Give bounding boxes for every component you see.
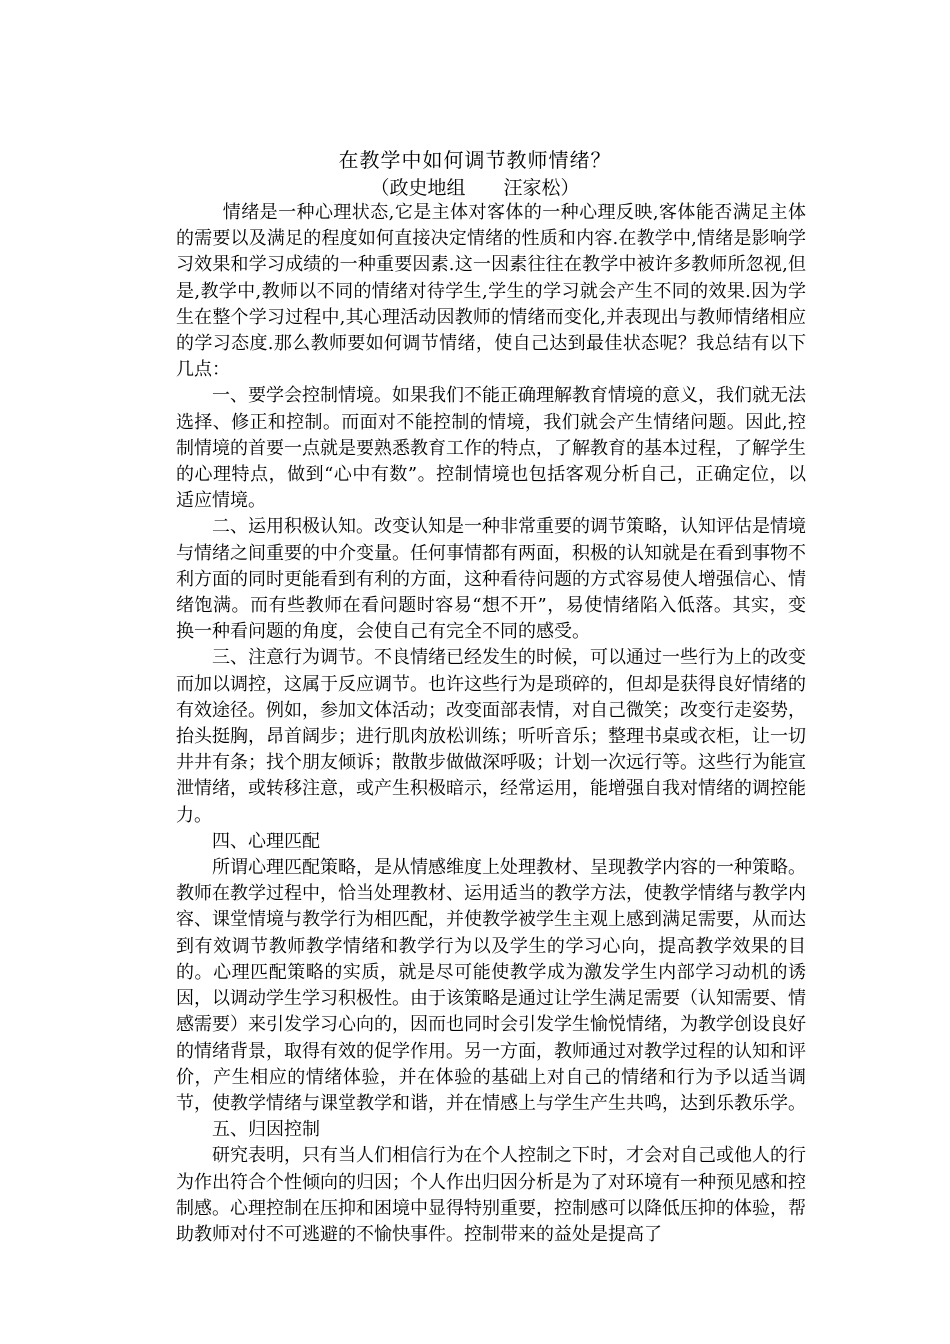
section-5-paragraph: 研究表明，只有当人们相信行为在个人控制之下时，才会对自己或他人的行为作出符合个性倾向的归因；个人作出归因分析是为了对环境有一种预见感和控制感。心理控制在压抑和困境中显得特别重要，控制感可以降低压抑的体验，帮助教师对付不可逃避的不愉快事件。控制带来的益处是提高了 bbox=[176, 1145, 806, 1245]
section-2-paragraph: 二、运用积极认知。改变认知是一种非常重要的调节策略，认知评估是情境与情绪之间重要的中介变量。任何事情都有两面，积极的认知就是在看到事物不利方面的同时更能看到有利的方面，这种看待问题的方式容易使人增强信心、情绪饱满。而有些教师在看问题时容易“想不开”，易使情绪陷入低落。其实，变换一种看问题的角度，会使自己有完全不同的感受。 bbox=[176, 516, 806, 643]
document-body bbox=[176, 200, 806, 1248]
section-4-heading: 四、心理匹配 bbox=[212, 830, 320, 852]
section-3-paragraph: 三、注意行为调节。不良情绪已经发生的时候，可以通过一些行为上的改变而加以调控，这属于反应调节。也许这些行为是琐碎的，但却是获得良好情绪的有效途径。例如，参加文体活动；改变面部表情，对自己微笑；改变行走姿势，抬头挺胸，昂首阔步；进行肌肉放松训练；听听音乐；整理书桌或衣柜，让一切井井有条；找个朋友倾诉；散散步做做深呼吸；计划一次远行等。这些行为能宣泄情绪，或转移注意，或产生积极暗示，经常运用，能增强自我对情绪的调控能力。 bbox=[176, 647, 806, 826]
document-author: （政史地组 汪家松） bbox=[370, 177, 580, 199]
section-4-paragraph: 所谓心理匹配策略，是从情感维度上处理教材、呈现教学内容的一种策略。教师在教学过程中，恰当处理教材、运用适当的教学方法，使教学情绪与教学内容、课堂情境与教学行为相匹配，并使教学被学生主观上感到满足需要，从而达到有效调节教师教学情绪和教学行为以及学生的学习心向，提高教学效果的目的。心理匹配策略的实质，就是尽可能使教学成为激发学生内部学习动机的诱因，以调动学生学习积极性。由于该策略是通过让学生满足需要（认知需要、情感需要）来引发学习心向的，因而也同时会引发学生愉悦情绪，为教学创设良好的情绪背景，取得有效的促学作用。另一方面，教师通过对教学过程的认知和评价，产生相应的情绪体验，并在体验的基础上对自己的情绪和行为予以适当调节，使教学情绪与课堂教学和谐，并在情感上与学生产生共鸣，达到乐教乐学。 bbox=[176, 857, 806, 1114]
document-title: 在教学中如何调节教师情绪？ bbox=[338, 148, 612, 172]
section-1-paragraph: 一、要学会控制情境。如果我们不能正确理解教育情境的意义，我们就无法选择、修正和控制。而面对不能控制的情境，我们就会产生情绪问题。因此,控制情境的首要一点就是要熟悉教育工作的特点，了解教育的基本过程，了解学生的心理特点，做到“心中有数”。控制情境也包括客观分析自己，正确定位，以适应情境。 bbox=[176, 385, 806, 512]
intro-paragraph: 情绪是一种心理状态,它是主体对客体的一种心理反映,客体能否满足主体的需要以及满足的程度如何直接决定情绪的性质和内容.在教学中,情绪是影响学习效果和学习成绩的一种重要因素.这一因素往往在教学中被许多教师所忽视,但是,教学中,教师以不同的情绪对待学生,学生的学习就会产生不同的效果.因为学生在整个学习过程中,其心理活动因教师的情绪而变化,并表现出与教师情绪相应的学习态度.那么教师要如何调节情绪，使自己达到最佳状态呢？我总结有以下几点： bbox=[176, 202, 806, 381]
section-5-heading: 五、归因控制 bbox=[212, 1119, 320, 1141]
